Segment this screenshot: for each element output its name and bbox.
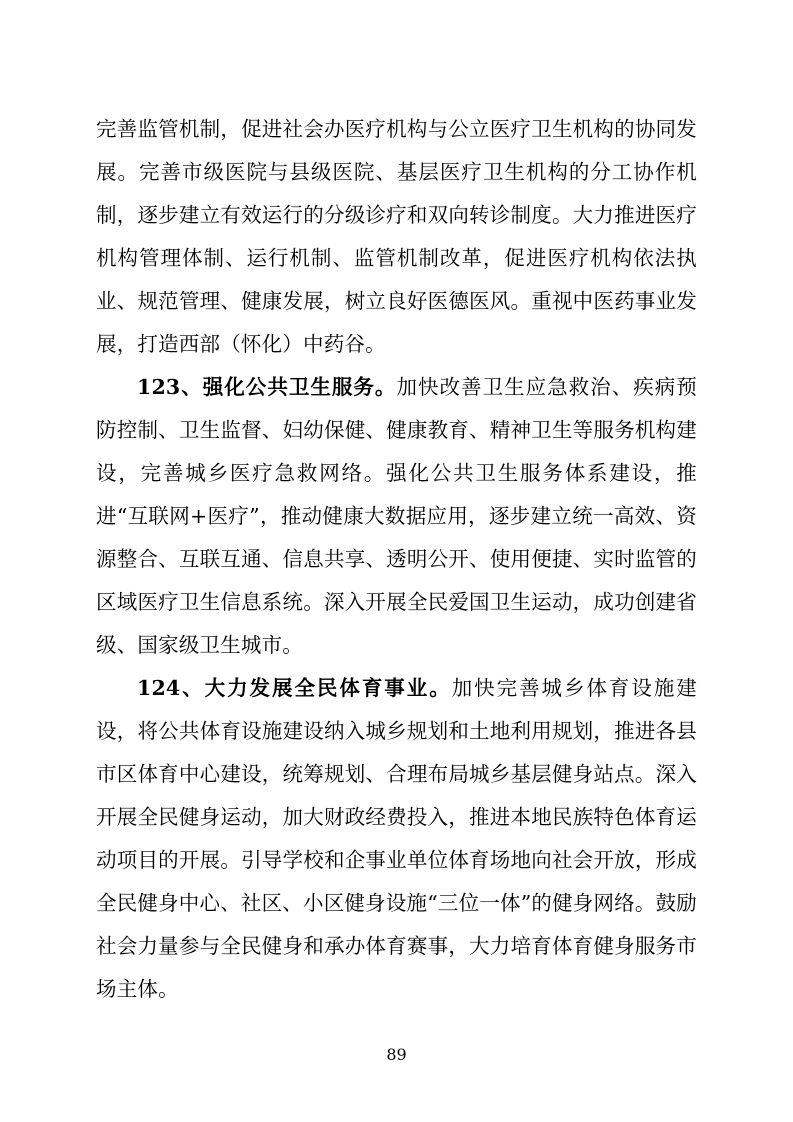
paragraph-continued [96, 108, 697, 366]
page-body [96, 108, 697, 1011]
paragraph-123 [96, 366, 697, 667]
page-number: 89 [386, 1045, 407, 1064]
paragraph-text: 加快完善城乡体育设施建设，将公共体育设施建设纳入城乡规划和土地利用规划，推进各县市区体育中心建设，统筹规划、合理布局城乡基层健身站点。深入开展全民健身运动，加大财政经费投入，推进本地民族特色体育运动项目的开展。引导学校和企事业单位体育场地向社会开放，形成全民健身中心、社区、小区健身设施“三位一体”的健身网络。鼓励社会力量参与全民健身和承办体育赛事，大力培育体育健身服务市场主体。 [96, 676, 697, 1001]
paragraph-124 [96, 667, 697, 1011]
paragraph-text: 完善监管机制，促进社会办医疗机构与公立医疗卫生机构的协同发展。完善市级医院与县级医院、基层医疗卫生机构的分工协作机制，逐步建立有效运行的分级诊疗和双向转诊制度。大力推进医疗机构管理体制、运行机制、监管机制改革，促进医疗机构依法执业、规范管理、健康发展，树立良好医德医风。重视中医药事业发展，打造西部（怀化）中药谷。 [96, 117, 697, 356]
paragraph-text: 加快改善卫生应急救治、疾病预防控制、卫生监督、妇幼保健、健康教育、精神卫生等服务机构建设，完善城乡医疗急救网络。强化公共卫生服务体系建设，推进“互联网+医疗”，推动健康大数据应用，逐步建立统一高效、资源整合、互联互通、信息共享、透明公开、使用便捷、实时监管的区域医疗卫生信息系统。深入开展全民爱国卫生运动，成功创建省级、国家级卫生城市。 [96, 375, 697, 657]
paragraph-heading-123: 123、强化公共卫生服务。 [137, 375, 397, 399]
paragraph-heading-124: 124、大力发展全民体育事业。 [137, 676, 452, 700]
